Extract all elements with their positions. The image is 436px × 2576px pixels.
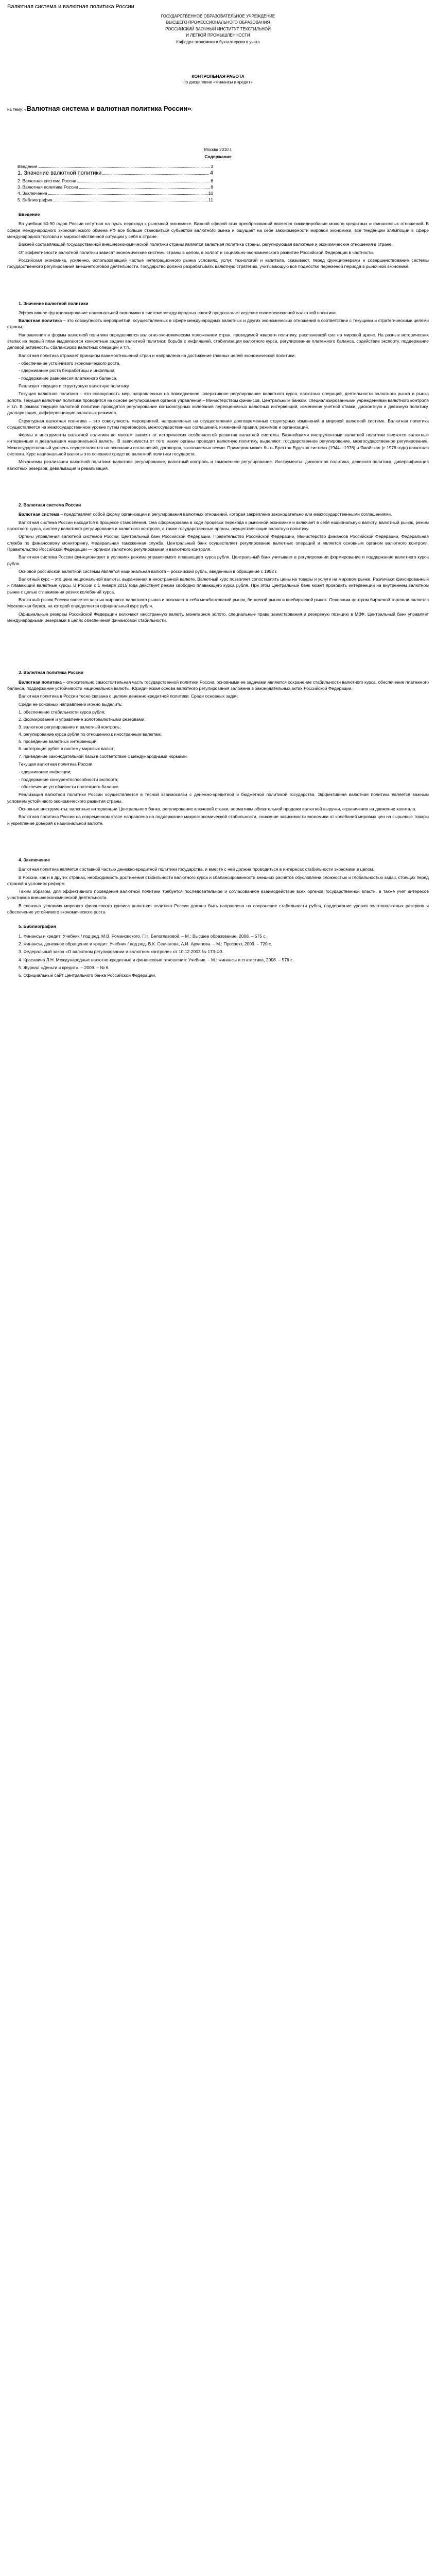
paragraph: В России, как и в других странах, необходимость достижения стабильности валютного курса и сбалансированности внешних расчетов обусловлена сложностью и глобальностью задач, стоящих перед страной в условиях реформ. xyxy=(7,874,429,886)
paragraph: Российская экономика, усиленно, использовавший частые интеграционного рынка условиях, услуг, технологий и капитала, сказывают, перед функционерами и совершенствование системы государственного регулирования внешнеторговой деятельности. Государство должно разрабатывать валютную стратегию, учитывающую все подмостко переменой периода в рыночной экономике. xyxy=(7,257,429,269)
paragraph: Текущая валютная политика – это совокупность мер, направленных на повседневное, оперативное регулирование валютного курса, валютных операций, деятельности валютного рынка и рынка золота. Текущая валютная политика проводится на основе регулирования органов управления – Министерством финансов, Центральным банком, специализированными учреждениями валютного контроля и т.п. В рамках текущей валютной политики проводятся регулирование конъюнктурных колебаний переоценочных валютных интервенций, изменение учетной ставки, дисконтную и девизную политику, долларизация, дифференциация валютных режимов. xyxy=(7,391,429,416)
list-item: - сдерживание инфляции; xyxy=(19,769,72,775)
paragraph: Во учебник 60-90 годов России остутная на пуьть перехода к рыночной экономике. Важной сферой этих преобразований является ликвидиробание монопо кредитных и финансовых отношений. В сфере международного экономического обмена РФ все больше становиться субьектом валютного рынка и ощущает на себе закономерности мировой экономики, все тенденции эллмпоции в сфере международной торговли и мирохозяйственной ситуации у себя в стране. xyxy=(7,221,429,239)
paragraph xyxy=(7,317,429,330)
section-3-heading: 3. Валютная политика России xyxy=(19,670,84,675)
toc-label: 4. Заключение xyxy=(18,191,47,196)
toc-leader xyxy=(39,163,210,168)
work-heading: КОНТРОЛЬНАЯ РАБОТА xyxy=(191,73,245,79)
toc-leader xyxy=(79,184,210,189)
list-item: 1. обеспечение стабильности курса рубля; xyxy=(19,709,106,715)
toc-item[interactable] xyxy=(18,163,213,170)
paragraph: Органы управления валютной системой России: Центральный банк Российской Федерации, Правительство Российской Федерации, Министерство финансов Российской Федерации, Федеральная служба по финансовому мониторингу, Федеральная таможенная служба. Центральный банк осуществляет регулирование валютных операций и является основным органом валютного контроля, Правительство Российской Федерации — органом валютного регулирования и валютного контроля. xyxy=(7,534,429,552)
paragraph: Важней составляющей государственной внешнеэкономической политики страны является валютная политика страны, регулирующая валютные и экономические отношения в стране. xyxy=(19,242,393,247)
toc-leader xyxy=(77,178,210,182)
paragraph xyxy=(7,511,429,517)
definition: – это совокупность мероприятий, осуществляемых в сфере международных валютных и других экономических отношений в соответствии с текущими и стратегическими целями страны. xyxy=(7,318,429,330)
bibliography-item: 6. Официальный сайт Центрального банка Российской Федерации. xyxy=(19,973,156,978)
list-item: 2. формирование и управление золотовалютными резервами; xyxy=(19,717,146,722)
toc-page: 8 xyxy=(211,184,213,190)
table-of-contents xyxy=(18,163,213,204)
org-line: ВЫСШЕГО ПРОФЕССИОНАЛЬНОГО ОБРАЗОВАНИЯ xyxy=(166,20,270,25)
definition: – представляет собой форму организации и регулирования валютных отношений, которая закреплена законодательно или межгосударственными соглашениями. xyxy=(59,512,392,517)
toc-label: 2. Валютная система России xyxy=(18,178,76,183)
bibliography-item: 2. Финансы, денежное обращение и кредит: Учебник / под ред. В.К. Сенчагова, А.И. Архипова. – М.: Проспект, 2009. – 720 с. xyxy=(19,941,272,947)
section-2 xyxy=(7,502,429,623)
section-5 xyxy=(7,923,429,978)
intro-heading: Введение xyxy=(19,212,40,217)
paragraph: Валютная система России функционирует в условиях режима управляемого плавающего курса рубля. Центральный банк учитывает в регулировании формирование и поддержание валютного курса рубля. xyxy=(7,554,429,566)
toc-label: 5. Библиография xyxy=(18,197,53,202)
toc-item[interactable] xyxy=(18,170,213,178)
work-subject: по дисциплине «Финансы и кредит» xyxy=(183,80,253,85)
paragraph: Валютная политика России на современном этапе направлена на поддержание макроэкономической стабильности, снижение зависимости экономики от колебаний мировых цен на сырьевые товары и укрепление доверия к национальной валюте. xyxy=(7,814,429,826)
toc-page: 10 xyxy=(208,191,213,196)
toc-title: Содержание xyxy=(204,154,232,160)
paragraph: Валютный рынок России является частью мирового валютного рынка и включает в себя межбанковский рынок, биржевой рынок и внебиржевой рынок. Основным центром биржевой торговли является Московская биржа, на которой определяется официальный курс рубля. xyxy=(7,597,429,609)
list-item: - обеспечение устойчивости платежного баланса. xyxy=(19,784,120,790)
toc-item[interactable] xyxy=(18,190,213,196)
list-item: 4. регулирование курса рубля по отношению к иностранным валютам; xyxy=(19,731,162,737)
toc-item[interactable] xyxy=(18,178,213,184)
paragraph: Формы и инструменты валютной политики во многом зависят от исторических особенностей развития валютной системы. Важнейшими инструментами валютной политики являются валютные интервенции и девальвация национальной валюты. В зависимости от того, какие органы проводят валютную политику, выделяют: государственное регулирование, межгосударственное регулирование. Межгосударственный уровень осуществляется на основании соглашений, договоров, заключаемых всеми. Примером может быть Бреттон-Вудская система (1944—1976) и Ямайская (с 1976 года) валютная система. Курс национальной валюты это основное средство валютной политики государств. xyxy=(7,432,429,457)
toc-leader xyxy=(54,197,208,201)
topic-line xyxy=(7,104,429,114)
bibliography-item: 5. Журнал «Деньги и кредит». – 2009. – № 6. xyxy=(19,964,110,970)
paragraph: В сложных условиях мирового финансового кризиса валютная политика России должна быть направлена на сохранение стабильности рубля, поддержание уровня золотовалютных резервов и обеспечение устойчивого экономического роста. xyxy=(7,903,429,915)
paragraph: Среди ее основных направлений можно выделить: xyxy=(19,701,123,707)
paragraph: Основные инструменты: валютные интервенции Центрального банка, регулирование ключевой ставки, нормативы обязательной продажи валютной выручки, ограничения на движение капитала. xyxy=(19,806,416,811)
paragraph: От эффективности валютной политики зависят экономические системы страны в целом, в эоллот и социально-экономического развитие Российской Федерации в частности. xyxy=(19,249,374,255)
section-4 xyxy=(7,857,429,916)
toc-label: 3. Валютная политика России xyxy=(18,184,78,190)
list-item: 6. интеграция рубля в систему мировых валют; xyxy=(19,746,115,752)
paragraph: Основой российской валютной системы является национальная валюта – российский рубль, введенный в обращение с 1992 г. xyxy=(19,568,277,574)
definition: – относительно самостоятельная часть государственной политики России, основными ее задачами являются сохранение стабильности валютного курса, обеспечение платежного баланса, поддержание устойчивости национальной валюты. Юридическая основа валютного регулирования заложена в законодательных актах Российской Федерации. xyxy=(7,679,429,691)
section-3 xyxy=(7,669,429,826)
section-1 xyxy=(7,300,429,472)
paragraph: Валютный курс – это цена национальной валюты, выраженная в иностранной валюте. Валютный курс позволяет сопоставлять цены на товары и услуги на мировом рынке. Различают фиксированный и плавающий валютные курсы. В России с 1 января 2015 года действует режим свободно плавающего курса рубля. При этом Центральный банк может проводить интервенции на внутреннем валютном рынке с целью сглаживания резких колебаний курса. xyxy=(7,577,429,595)
bibliography-item: 1. Финансы и кредит: Учебник / под ред. М.В. Романовского, Г.Н. Белоглазовой. – М.: Высшее образование, 2008. – 575 с. xyxy=(19,933,267,939)
paragraph: Валютная политика в России тесно связана с целями денежно-кредитной политики. Среди основных задач: xyxy=(19,693,239,699)
org-line: И ЛЕГКОЙ ПРОМЫШЛЕННОСТИ xyxy=(186,33,250,38)
bibliography-item: 4. Красавина Л.Н. Международные валютно-кредитные и финансовые отношения: Учебник. – М.: Финансы и статистика, 2008. – 576 с. xyxy=(19,957,294,962)
toc-page: 4 xyxy=(210,170,213,176)
paragraph: Направления и формы валютной политики определяются валютно-экономическим положением стран, проводимой жваротн политику, расстановкой сил на мировой арене. На разных исторических этапах на первый план выдвигаются конкретные задачи валютной политики: борьба с инфляцией, стабилизация валютного курса, регулирование платежного баланса, содействие экспорту, поддержание деловой активность, сбалансиров валютных операций и т.п. xyxy=(7,332,429,350)
paragraph: Валютная политика отражает принципы взаимоотношений стран и направлена на достижение главных целей экономической политики: xyxy=(19,352,296,358)
section-5-heading: 5. Библиография xyxy=(19,924,56,929)
paragraph: Официальные резервы Российской Федерации включают иностранную валюту, монетарное золото, специальные права заимствования и резервную позицию в МВФ. Центральный банк управляет международными резервами в целях обеспечения финансовой стабильности. xyxy=(7,611,429,623)
term: Валютная политика xyxy=(19,318,62,324)
paragraph: Таким образом, для эффективного проведения валютной политики требуется последовательное и согласованное взаимодействие всех органов государственной власти, а также учет интересов участников внешнеэкономической деятельности. xyxy=(7,889,429,901)
paragraph xyxy=(7,679,429,692)
toc-label: 1. Значение валютной политики xyxy=(18,170,102,176)
topic-prefix: на тему: « xyxy=(7,107,27,112)
toc-page: 3 xyxy=(211,163,213,169)
list-item: - поддержание равновесия платежного баланса. xyxy=(19,375,117,381)
org-line: ГОСУДАРСТВЕННОЕ ОБРАЗОВАТЕЛЬНОЕ УЧРЕЖДЕНИЕ xyxy=(161,13,275,19)
city-year: Москва 2010 г. xyxy=(204,147,232,152)
paragraph: Валютная политика является составной частью денежно-кредитной политики государства, и вместе с ней должна проводиться в интересах стабильности экономики в целом. xyxy=(19,867,375,872)
toc-item[interactable] xyxy=(18,184,213,190)
toc-page: 11 xyxy=(208,197,213,202)
topic-title: Валютная система и валютная политика России» xyxy=(26,104,191,112)
list-item: - обеспечение устойчивого экономического роста, xyxy=(19,361,120,366)
paragraph: Текущая валютная политика России xyxy=(19,761,93,767)
org-line: РОССИЙСКИЙ ЗАОЧНЫЙ ИНСТИТУТ ТЕКСТИЛЬНОЙ xyxy=(165,26,271,31)
list-item: - поддержание конкурентоспособности экспорта; xyxy=(19,776,118,782)
list-item: 3. валютное регулирование и валютный контроль; xyxy=(19,724,121,730)
toc-item[interactable] xyxy=(18,197,213,203)
toc-leader xyxy=(48,190,207,195)
term: Валютная система xyxy=(19,512,60,517)
paragraph: Реализация валютной политики России осуществляется в тесной взаимосвязи с денежно-кредитной и бюджетной политикой государства. Эффективная валютная политика является важным условием устойчивого экономического развития страны. xyxy=(7,792,429,804)
list-item: - сдерживание роста безработицы и инфляции, xyxy=(19,368,116,374)
paragraph: Механизмы реализации валютной политики: валютное регулирование, валютный контроль и таможенное регулирование. Инструменты: дисконтная политика, девизная политика, диверсификация валютных резервов, девальвация и ревальвация. xyxy=(7,459,429,471)
list-item: 7. приведение законодательной базы в соответствие с международными нормами. xyxy=(19,753,188,759)
department-line: Кафедра экономики и бухгалтерского учета xyxy=(176,39,260,44)
toc-page: 6 xyxy=(211,178,213,183)
document-title: Валютная система и валютная политика России xyxy=(7,4,134,10)
toc-label: Введение xyxy=(18,163,38,169)
toc-leader xyxy=(102,170,209,175)
paragraph: Реализует текущие и структурную валютную политику. xyxy=(19,383,130,388)
section-2-heading: 2. Валютная система России xyxy=(19,502,81,508)
bibliography-item: 3. Федеральный закон «О валютном регулировании и валютном контроле» от 10.12.2003 № 173-ФЗ. xyxy=(19,949,224,955)
intro-section xyxy=(7,211,429,270)
paragraph: Валютная система России находится в процессе становления. Она сформирована в ходе процесса перехода к рыночной экономике и включает в себя национальную валюту, валютный рынок, режим валютного курса, систему валютного регулирования и валютного контроля, а также государственные органы, осуществляющие валютную политику. xyxy=(7,519,429,531)
organization-block xyxy=(7,13,429,45)
term: Валютная политика xyxy=(19,679,62,685)
section-1-heading: 1. Значение валютной политики xyxy=(19,300,89,306)
list-item: 5. проведение валютных интервенций; xyxy=(19,739,98,744)
paragraph: Структурная валютная политика – это совокупность мероприятий, направленных на осуществление долговременных структурных изменений в мировой валютной системе. Валютная политика осуществляется на межгосударственном уровне путем переговоров, межгосударственных соглашений, изменений правил, режимов и организаций. xyxy=(7,418,429,430)
section-4-heading: 4. Заключение xyxy=(19,857,50,862)
paragraph: Эффективное функционирование национальной экономики в системе международных связей предполагает ведение взаимосвязанной валютной политики. xyxy=(19,310,337,315)
topic-dot: . xyxy=(191,107,193,112)
